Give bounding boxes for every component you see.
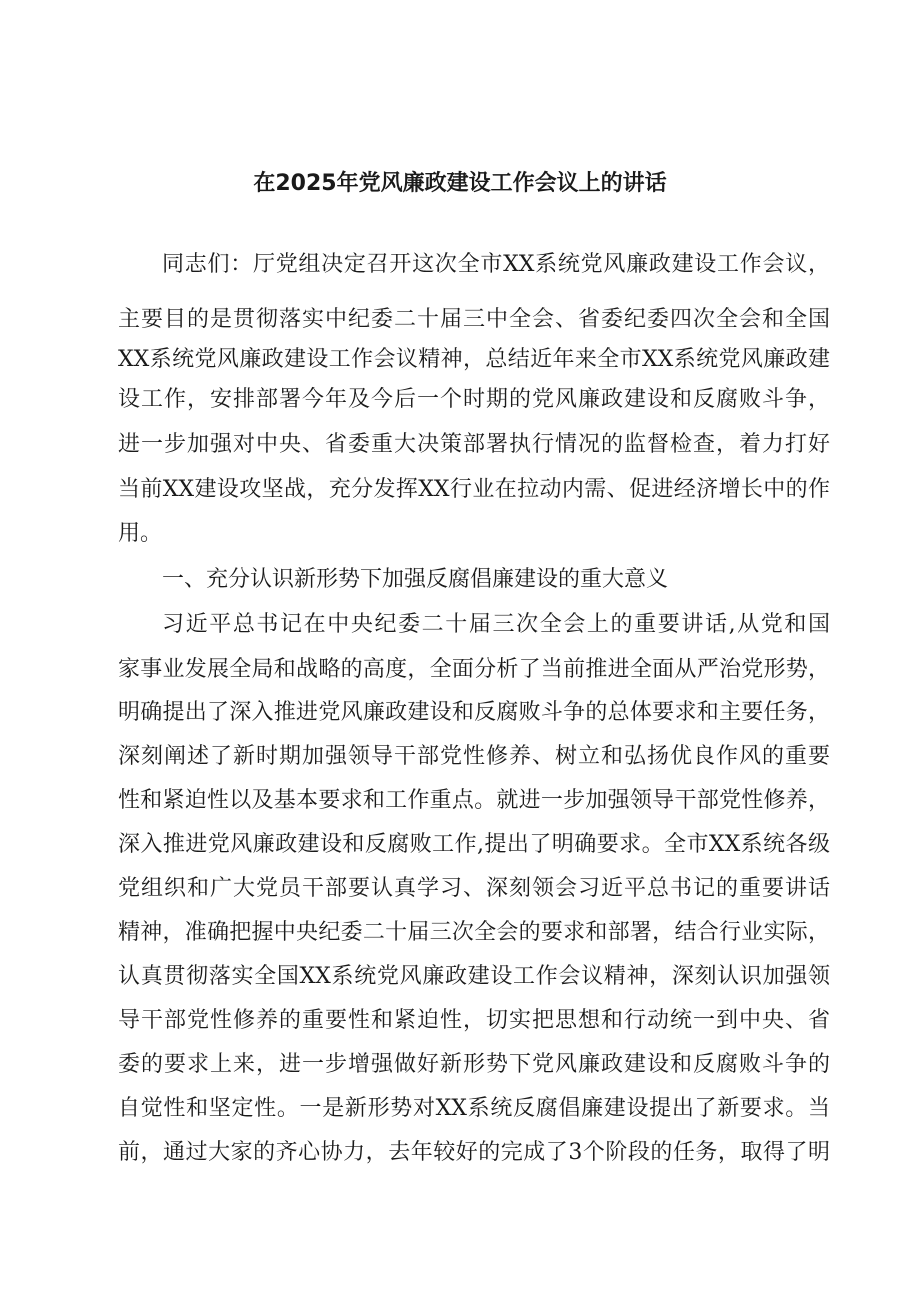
paragraph-line: 家事业发展全局和战略的高度，全面分析了当前推进全面从严治党形势，	[118, 657, 830, 682]
paragraph-line: 主要目的是贯彻落实中纪委二十届三中全会、省委纪委四次全会和全国	[118, 307, 830, 332]
paragraph-line: 党组织和广大党员干部要认真学习、深刻领会习近平总书记的重要讲话	[118, 876, 830, 901]
paragraph-line: 性和紧迫性以及基本要求和工作重点。就进一步加强领导干部党性修养，	[118, 788, 830, 813]
paragraph-line: 习近平总书记在中央纪委二十届三次全会上的重要讲话,从党和国	[162, 612, 830, 637]
paragraph-line: 进一步加强对中央、省委重大决策部署执行情况的监督检查，着力打好	[118, 432, 830, 457]
paragraph-line: 明确提出了深入推进党风廉政建设和反腐败斗争的总体要求和主要任务，	[118, 700, 830, 725]
paragraph-line: 当前XX建设攻坚战，充分发挥XX行业在拉动内需、促进经济增长中的作	[118, 477, 830, 502]
paragraph-line: 委的要求上来，进一步增强做好新形势下党风廉政建设和反腐败斗争的	[118, 1052, 830, 1077]
paragraph-line: 精神，准确把握中央纪委二十届三次全会的要求和部署，结合行业实际，	[118, 920, 830, 945]
paragraph-line: 前，通过大家的齐心协力，去年较好的完成了3个阶段的任务，取得了明	[118, 1140, 830, 1165]
paragraph-line: 设工作，安排部署今年及今后一个时期的党风廉政建设和反腐败斗争，	[118, 387, 830, 412]
paragraph-line: 导干部党性修养的重要性和紧迫性，切实把思想和行动统一到中央、省	[118, 1008, 830, 1033]
document-title: 在2025年党风廉政建设工作会议上的讲话	[253, 171, 667, 196]
paragraph-line: 深刻阐述了新时期加强领导干部党性修养、树立和弘扬优良作风的重要	[118, 744, 830, 769]
paragraph-line: 同志们：厅党组决定召开这次全市XX系统党风廉政建设工作会议，	[162, 252, 830, 277]
paragraph-line: 深入推进党风廉政建设和反腐败工作,提出了明确要求。全市XX系统各级	[118, 832, 830, 857]
section-heading: 一、充分认识新形势下加强反腐倡廉建设的重大意义	[162, 567, 669, 592]
paragraph-line: 自觉性和坚定性。一是新形势对XX系统反腐倡廉建设提出了新要求。当	[118, 1096, 830, 1121]
paragraph-line: 用。	[118, 521, 163, 546]
paragraph-line: 认真贯彻落实全国XX系统党风廉政建设工作会议精神，深刻认识加强领	[118, 964, 830, 989]
paragraph-line: XX系统党风廉政建设工作会议精神，总结近年来全市XX系统党风廉政建	[118, 347, 830, 372]
